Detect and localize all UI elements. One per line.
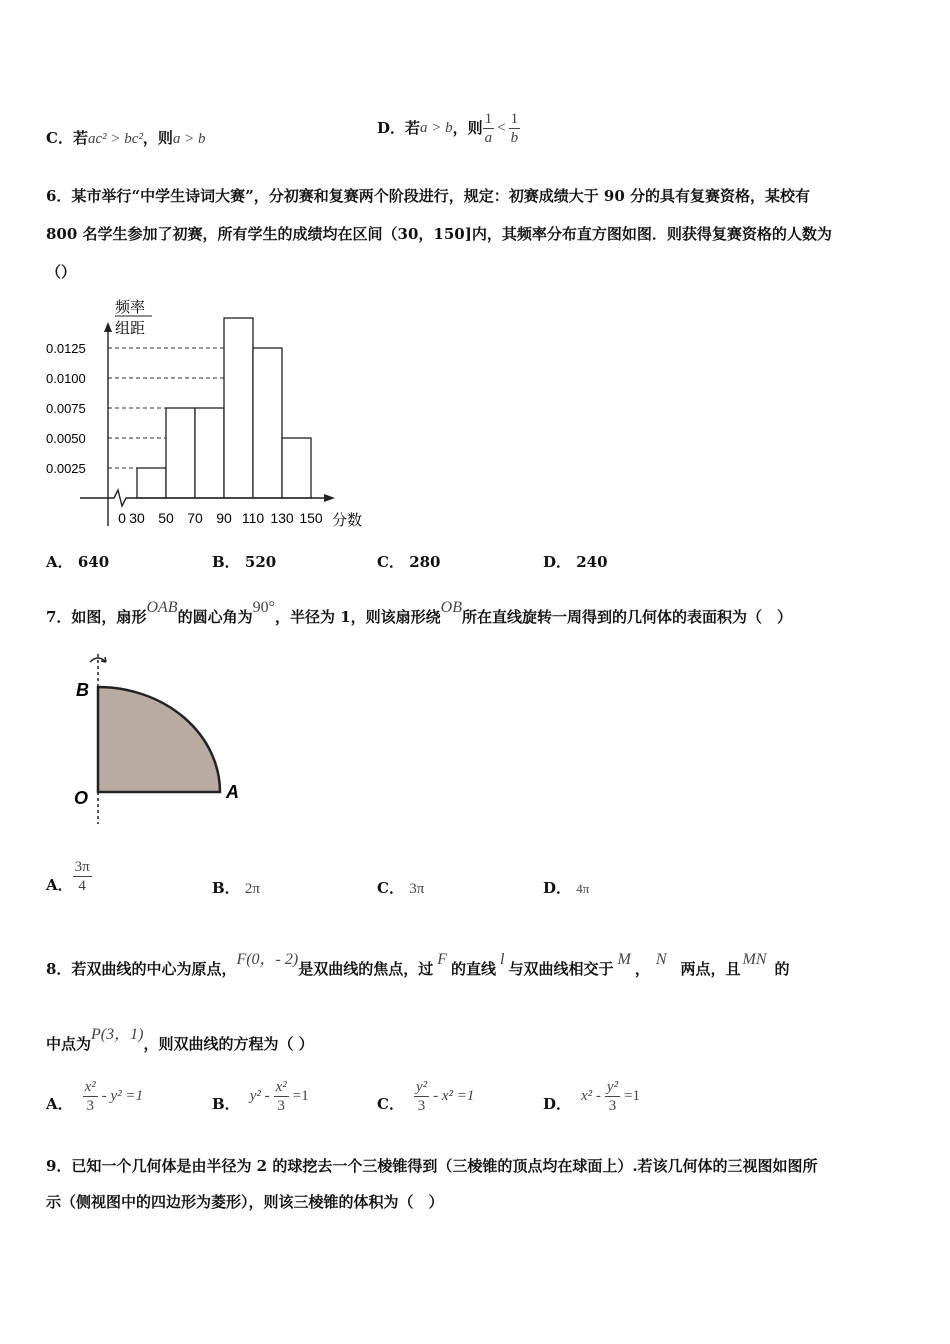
option-text: 若 — [405, 119, 421, 137]
numerator: x² — [84, 1078, 96, 1095]
less-than: < — [497, 120, 506, 136]
fraction — [73, 858, 92, 895]
histogram-bar-5 — [282, 438, 311, 498]
option-label: C． — [46, 129, 73, 147]
question-text: ， — [634, 960, 650, 978]
option-value: 640 — [77, 553, 110, 571]
option-label: C． — [377, 1095, 404, 1113]
math-expr: - y² =1 — [101, 1088, 144, 1104]
histogram-chart — [40, 288, 390, 538]
numerator: x² — [275, 1078, 287, 1095]
math-expr: P(3，1) — [91, 1026, 144, 1043]
math-expr: l — [500, 951, 505, 968]
histogram-plot — [46, 318, 335, 526]
histogram-bar-4 — [253, 348, 282, 498]
denominator: 3 — [277, 1097, 285, 1114]
y-label-bottom: 组距 — [115, 320, 146, 337]
option-label: A． — [46, 876, 73, 894]
x-tick-label-2: 50 — [158, 510, 174, 526]
option-value: 520 — [244, 553, 277, 571]
math-expr: =1 — [624, 1088, 641, 1104]
q6-line1: 6．某市举行“中学生诗词大赛”，分初赛和复赛两个阶段进行，规定：初赛成绩大于 90 分的具有复赛资格，某校有 — [46, 187, 811, 205]
point-o: O — [74, 788, 89, 808]
option-text: ，则 — [142, 129, 173, 147]
y-label-top: 频率 — [115, 299, 146, 316]
numerator: y² — [415, 1078, 428, 1095]
x-tick-label-5: 110 — [241, 510, 265, 526]
point-a: A — [226, 782, 239, 802]
q5-option-d — [377, 106, 520, 150]
question-text: 8．若双曲线的中心为原点， — [46, 960, 237, 978]
numerator: 3π — [74, 858, 90, 875]
option-label: D． — [543, 1095, 572, 1113]
option-label: B． — [212, 879, 240, 897]
math-expr: 90° — [252, 599, 275, 616]
math-expr: ac² > bc² — [87, 131, 143, 147]
y-tick-label-1: 0.0050 — [46, 431, 86, 446]
question-text: 两点，且 — [680, 960, 741, 978]
fraction — [605, 1078, 620, 1115]
q6-option-c[interactable] — [377, 552, 441, 572]
y-axis-arrow-icon — [104, 322, 112, 332]
question-text: 的直线 — [451, 960, 497, 978]
x-tick-label-4: 90 — [216, 510, 232, 526]
q8-stem-line1 — [46, 950, 790, 979]
math-expr: M — [617, 951, 631, 968]
numerator: y² — [606, 1078, 619, 1095]
math-expr: OAB — [146, 599, 178, 616]
option-label: B． — [212, 553, 240, 571]
math-expr: MN — [742, 951, 767, 968]
q6-option-d[interactable] — [543, 552, 608, 572]
x-label: 分数 — [332, 512, 363, 529]
question-text: 的圆心角为 — [177, 608, 253, 626]
histogram-bar-3 — [224, 318, 253, 498]
option-label: A． — [46, 1095, 73, 1113]
q7-option-b[interactable] — [212, 878, 260, 899]
q7-option-c[interactable] — [377, 878, 424, 899]
option-value: 4π — [576, 881, 590, 896]
q7-stem — [46, 598, 792, 627]
option-label: B． — [212, 1095, 240, 1113]
math-expr: F(0，- 2) — [236, 951, 299, 968]
option-label: D． — [377, 119, 406, 137]
x-axis-arrow-icon — [324, 494, 335, 502]
option-label: D． — [543, 879, 572, 897]
option-label: C． — [377, 879, 404, 897]
q8-option-b[interactable] — [212, 1074, 309, 1118]
numerator: 1 — [484, 110, 493, 127]
option-text: 若 — [72, 129, 88, 147]
sector-figure — [62, 652, 262, 832]
q6-option-b[interactable] — [212, 552, 276, 572]
option-value: 3π — [409, 881, 425, 897]
fraction — [414, 1078, 429, 1115]
point-b: B — [76, 680, 89, 700]
q8-option-a[interactable] — [46, 1074, 143, 1118]
denominator: 3 — [608, 1097, 617, 1114]
question-text: 中点为 — [46, 1035, 92, 1053]
x-tick-label-6: 130 — [270, 510, 294, 526]
y-tick-label-2: 0.0075 — [46, 401, 86, 416]
histogram-bar-0 — [137, 468, 166, 498]
y-tick-label-0: 0.0025 — [46, 461, 86, 476]
option-text: ，则 — [452, 119, 483, 137]
histogram-bar-1 — [166, 408, 195, 498]
q5-option-c — [46, 128, 206, 149]
x-tick-label-0: 0 — [118, 510, 126, 526]
question-text: 7．如图，扇形 — [46, 608, 147, 626]
q7-option-d[interactable] — [543, 878, 589, 899]
x-tick-label-7: 150 — [299, 510, 323, 526]
math-expr: a > b — [172, 131, 206, 147]
question-text: ，半径为 1，则该扇形绕 — [274, 608, 441, 626]
sector-shape — [98, 687, 220, 792]
denominator: 4 — [78, 877, 86, 894]
q9-line1: 9．已知一个几何体是由半径为 2 的球挖去一个三棱锥得到（三棱锥的顶点均在球面上）.若该几何体的三视图如图所 — [46, 1157, 818, 1175]
denominator: b — [510, 129, 519, 146]
question-text: ，则双曲线的方程为（ ） — [143, 1035, 314, 1053]
math-expr: N — [655, 951, 667, 968]
q7-option-a[interactable] — [46, 852, 92, 900]
option-value: 280 — [409, 553, 441, 571]
denominator: a — [484, 129, 493, 146]
x-tick-label-1: 30 — [129, 510, 145, 526]
option-value: 240 — [576, 553, 608, 571]
q8-stem-line2 — [46, 1025, 314, 1054]
math-expr: a > b — [420, 120, 453, 136]
math-expr: OB — [440, 599, 462, 616]
q6-line2: 800 名学生参加了初赛，所有学生的成绩均在区间（30，150]内，其频率分布直方图如图．则获得复赛资格的人数为 — [46, 225, 832, 243]
question-text: 与双曲线相交于 — [508, 960, 614, 978]
denominator: 3 — [86, 1097, 94, 1114]
numerator: 1 — [510, 110, 519, 127]
math-expr: x² - — [581, 1088, 601, 1104]
fraction — [509, 110, 521, 147]
y-tick-label-3: 0.0100 — [46, 371, 86, 386]
option-label: A． — [46, 553, 73, 571]
math-expr: y² - — [249, 1088, 270, 1104]
question-text: 的 — [774, 960, 790, 978]
math-expr: =1 — [292, 1088, 309, 1104]
question-text: 所在直线旋转一周得到的几何体的表面积为（ ） — [461, 608, 792, 626]
q8-option-d[interactable] — [543, 1074, 640, 1118]
q6-line3: （） — [46, 263, 77, 281]
y-tick-label-4: 0.0125 — [46, 341, 86, 356]
fraction — [483, 110, 495, 147]
question-text: 是双曲线的焦点，过 — [298, 960, 434, 978]
math-expr: F — [437, 951, 448, 968]
x-tick-label-3: 70 — [187, 510, 203, 526]
histogram-bar-2 — [195, 408, 224, 498]
option-value: 2π — [244, 881, 260, 897]
denominator: 3 — [417, 1097, 426, 1114]
q9-line2: 示（侧视图中的四边形为菱形），则该三棱锥的体积为（ ） — [46, 1193, 444, 1211]
option-label: C． — [377, 553, 404, 571]
q6-option-a[interactable] — [46, 552, 109, 572]
option-label: D． — [543, 553, 572, 571]
fraction — [274, 1078, 289, 1115]
q8-option-c[interactable] — [377, 1074, 474, 1118]
fraction — [83, 1078, 98, 1115]
math-expr: - x² =1 — [433, 1088, 475, 1104]
